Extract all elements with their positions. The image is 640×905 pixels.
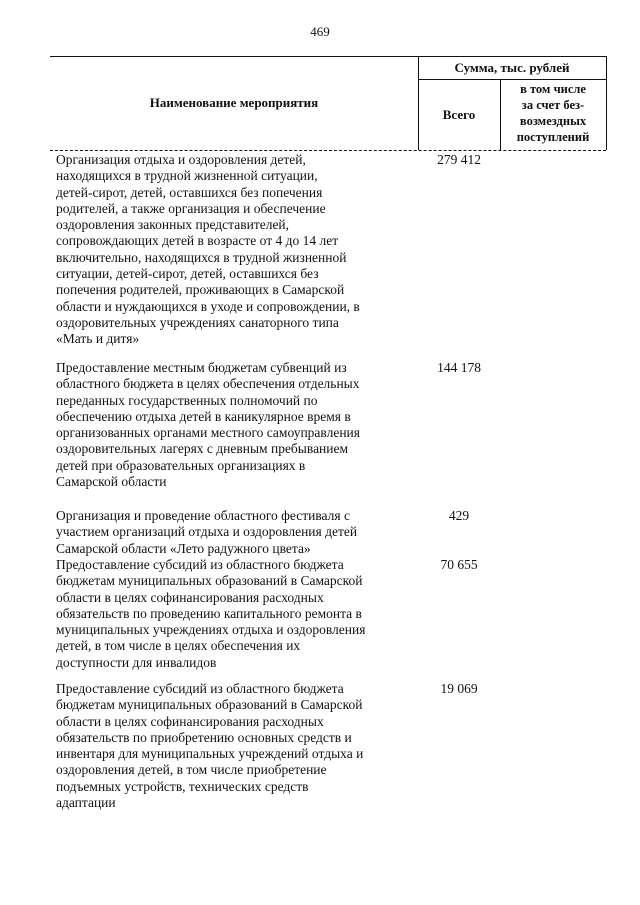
row-name-line: оздоровления детей, в том числе приобретение bbox=[56, 762, 327, 778]
row-name-line: обязательств по приобретению основных средств и bbox=[56, 729, 352, 745]
row-name-line: инвентаря для муниципальных учреждений отдыха и bbox=[56, 746, 364, 762]
row-name-line: переданных государственных полномочий по bbox=[56, 392, 318, 408]
row-name-line: областного бюджета в целях обеспечения отдельных bbox=[56, 376, 360, 392]
row-name-line: обеспечению отдыха детей в каникулярное время в bbox=[56, 408, 351, 424]
row-name-line: детей-сирот, детей, оставшихся без попечения bbox=[56, 184, 323, 200]
row-total: 429 bbox=[448, 508, 470, 523]
row-name-line: доступности для инвалидов bbox=[56, 654, 217, 670]
including-header-line: за счет без- bbox=[521, 98, 585, 112]
including-column-header bbox=[500, 81, 606, 145]
row-name-line: сопровождающих детей в возрасте от 4 до 14 лет bbox=[56, 233, 339, 249]
row-name-line: детей при образовательных организациях в bbox=[56, 457, 306, 473]
row-name bbox=[56, 152, 418, 348]
row-total: 144 178 bbox=[437, 360, 481, 375]
row-name-line: адаптации bbox=[56, 795, 116, 811]
row-name-line: обязательств по проведению капитального ремонта в bbox=[56, 605, 362, 621]
including-header-line: в том числе bbox=[520, 82, 586, 96]
name-column-header: Наименование мероприятия bbox=[149, 95, 319, 110]
including-header-line: поступлений bbox=[516, 130, 590, 144]
row-name-line: организованных органами местного самоуправления bbox=[56, 425, 360, 441]
row-name bbox=[56, 557, 418, 671]
row-name-line: оздоровления законных представителей, bbox=[56, 217, 290, 233]
sum-column-header: Сумма, тыс. рублей bbox=[454, 60, 570, 75]
total-column-header: Всего bbox=[442, 107, 476, 122]
row-name-line: включительно, находящихся в трудной жизненной bbox=[56, 249, 347, 265]
row-name-line: родителей, а также организация и обеспечение bbox=[56, 200, 326, 216]
row-name-line: Предоставление местным бюджетам субвенций из bbox=[56, 360, 347, 375]
table-right-border bbox=[606, 56, 607, 150]
row-name-line: ситуации, детей-сирот, детей, оставшихся без bbox=[56, 266, 319, 282]
row-name-line: оздоровительных лагерях с дневным пребыванием bbox=[56, 441, 349, 457]
row-name-line: оздоровительных учреждениях санаторного типа bbox=[56, 314, 339, 330]
row-name-line: Самарской области bbox=[56, 474, 167, 490]
row-name-line: Организация отдыха и оздоровления детей, bbox=[56, 152, 306, 167]
row-name-line: попечения родителей, проживающих в Самарской bbox=[56, 282, 345, 298]
row-name-line: детей, в том числе в целях обеспечения их bbox=[56, 638, 301, 654]
row-name-line: муниципальных учреждениях отдыха и оздоровления bbox=[56, 622, 366, 638]
row-name-line: Предоставление субсидий из областного бюджета bbox=[56, 557, 344, 572]
row-name-line: подъемных устройств, технических средств bbox=[56, 778, 309, 794]
header-bottom-border bbox=[50, 150, 606, 151]
row-total: 279 412 bbox=[437, 152, 481, 167]
row-name-line: области в целях софинансирования расходных bbox=[56, 713, 324, 729]
row-name-line: Самарской области «Лето радужного цвета» bbox=[56, 540, 311, 556]
row-name-line: находящихся в трудной жизненной ситуации, bbox=[56, 168, 318, 184]
row-name-line: области и нуждающихся в уходе и сопровождении, в bbox=[56, 298, 360, 314]
row-name-line: области в целях софинансирования расходных bbox=[56, 589, 324, 605]
row-name-line: участием организаций отдыха и оздоровления детей bbox=[56, 524, 358, 540]
row-name-line: «Мать и дитя» bbox=[56, 331, 140, 347]
row-name bbox=[56, 508, 418, 557]
row-total: 70 655 bbox=[440, 557, 478, 572]
row-name-line: Организация и проведение областного фестиваля с bbox=[56, 508, 350, 523]
row-name bbox=[56, 360, 418, 490]
row-name-line: бюджетам муниципальных образований в Самарской bbox=[56, 573, 363, 589]
including-header-line: возмездных bbox=[519, 114, 587, 128]
row-total: 19 069 bbox=[440, 681, 478, 696]
row-name bbox=[56, 681, 418, 811]
row-name-line: бюджетам муниципальных образований в Самарской bbox=[56, 697, 363, 713]
row-name-line: Предоставление субсидий из областного бюджета bbox=[56, 681, 344, 696]
page-number: 469 bbox=[310, 24, 330, 39]
